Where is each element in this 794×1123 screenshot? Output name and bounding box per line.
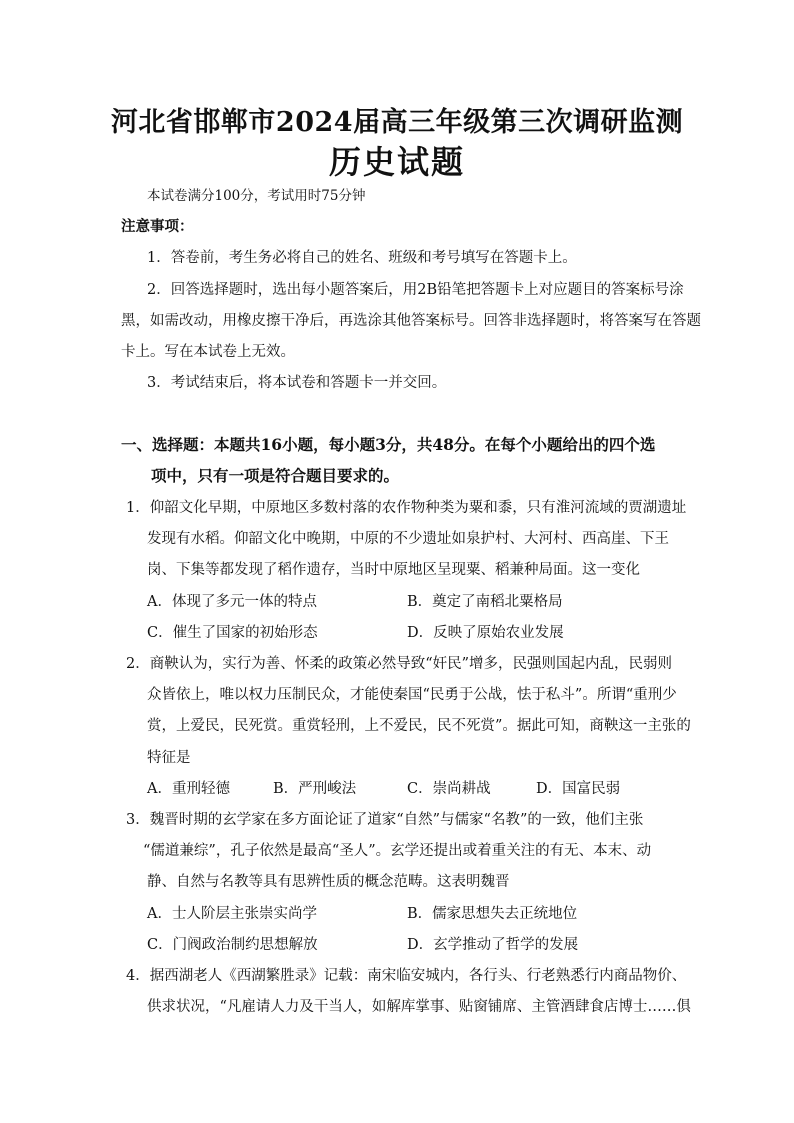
section-1-heading-line-1: 一、选择题：本题共16小题，每小题3分，共48分。在每个小题给出的四个选	[121, 435, 656, 454]
question-4-line-1: 4．据西湖老人《西湖繁胜录》记载：南宋临安城内，各行头、行老熟悉行内商品物价、	[126, 968, 687, 984]
notice-item-2-line-1: 2．回答选择题时，选出每小题答案后，用2B铅笔把答题卡上对应题目的答案标号涂	[147, 282, 684, 298]
subject-title: 历史试题	[328, 143, 465, 181]
notice-item-3: 3．考试结束后，将本试卷和答题卡一并交回。	[147, 375, 447, 391]
question-4-line-2: 供求状况，“凡雇请人力及干当人，如解库掌事、贴窗铺席、主管酒肆食店博士……俱	[147, 999, 691, 1015]
question-2-line-3: 赏，上爱民，民死赏。重赏轻刑，上不爱民，民不死赏”。据此可知，商鞅这一主张的	[147, 718, 691, 734]
question-2-option-b: B．严刑峻法	[273, 781, 357, 797]
question-1-line-1: 1．仰韶文化早期，中原地区多数村落的农作物种类为粟和黍，只有淮河流域的贾湖遗址	[126, 500, 687, 516]
question-2-line-2: 众皆依上，唯以权力压制民众，才能使秦国“民勇于公战，怯于私斗”。所谓“重刑少	[147, 687, 677, 703]
notice-heading: 注意事项：	[121, 218, 194, 235]
notice-item-1: 1．答卷前，考生务必将自己的姓名、班级和考号填写在答题卡上。	[147, 250, 577, 266]
section-1-heading-line-2: 项中，只有一项是符合题目要求的。	[151, 466, 400, 485]
question-3-option-d: D．玄学推动了哲学的发展	[407, 937, 579, 953]
question-3-option-a: A．士人阶层主张崇实尚学	[147, 906, 317, 922]
score-time-note: 本试卷满分100分，考试用时75分钟	[147, 188, 366, 204]
question-2-line-4: 特征是	[147, 750, 191, 766]
question-1-line-3: 岗、下集等都发现了稻作遗存，当时中原地区呈现粟、稻兼种局面。这一变化	[147, 562, 640, 578]
question-2-option-c: C．崇尚耕战	[407, 781, 491, 797]
question-2-option-a: A．重刑轻德	[147, 781, 230, 797]
question-3-option-c: C．门阀政治制约思想解放	[147, 937, 318, 953]
exam-title: 河北省邯郸市2024届高三年级第三次调研监测	[110, 107, 684, 138]
question-3-line-1: 3．魏晋时期的玄学家在多方面论证了道家“自然”与儒家“名教”的一致，他们主张	[126, 812, 644, 828]
question-3-option-b: B．儒家思想失去正统地位	[407, 906, 578, 922]
question-1-line-2: 发现有水稻。仰韶文化中晚期，中原的不少遗址如泉护村、大河村、西高崖、下王	[147, 531, 669, 547]
question-1-option-a: A．体现了多元一体的特点	[147, 594, 317, 610]
question-3-line-3: 静、自然与名教等具有思辨性质的概念范畴。这表明魏晋	[147, 874, 510, 890]
question-3-line-2: “儒道兼综”，孔子依然是最高“圣人”。玄学还提出或着重关注的有无、本末、动	[143, 843, 652, 859]
question-1-option-d: D．反映了原始农业发展	[407, 625, 564, 641]
notice-item-2-line-3: 卡上。写在本试卷上无效。	[121, 344, 295, 360]
notice-item-2-line-2: 黑，如需改动，用橡皮擦干净后，再选涂其他答案标号。回答非选择题时，将答案写在答题	[121, 313, 701, 329]
question-1-option-b: B．奠定了南稻北粟格局	[407, 594, 563, 610]
question-2-option-d: D．国富民弱	[536, 781, 621, 797]
question-1-option-c: C．催生了国家的初始形态	[147, 625, 318, 641]
question-2-line-1: 2．商鞅认为，实行为善、怀柔的政策必然导致“奸民”增多，民强则国起内乱，民弱则	[126, 656, 673, 672]
